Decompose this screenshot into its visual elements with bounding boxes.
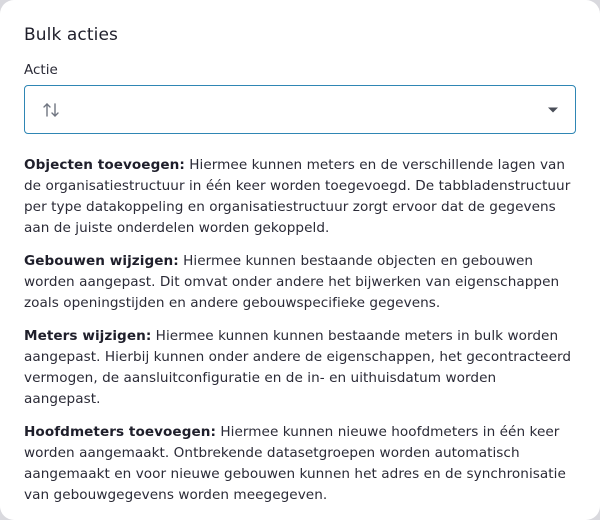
description-text: Hiermee kunnen nieuwe hoofdmeters in één keer worden aangemaakt. Ontbrekende datasetgroepen worden automatisch aangemaakt en voor nieuwe gebouwen kunnen het adres en de synchronisatie van gebouwgegevens worden meegegeven. bbox=[24, 424, 566, 503]
action-descriptions bbox=[24, 155, 576, 506]
description-meters-wijzigen bbox=[24, 326, 576, 410]
description-heading: Meters wijzigen: bbox=[24, 328, 152, 344]
description-text: Hiermee kunnen meters en de verschillende lagen van de organisatiestructuur in één keer worden toegevoegd. De tabbladenstructuur per type datakoppeling en organisatiestructuur zorgt ervoor dat de gegevens aan de juiste onderdelen worden gekoppeld. bbox=[24, 157, 571, 236]
description-heading: Objecten toevoegen: bbox=[24, 157, 185, 173]
dialog-title: Bulk acties bbox=[24, 25, 118, 45]
action-field-label: Actie bbox=[24, 62, 58, 78]
caret-down-icon[interactable] bbox=[541, 98, 565, 122]
description-text: Hiermee kunnen bestaande objecten en gebouwen worden aangepast. Dit omvat onder andere het bijwerken van eigenschappen zoals openingstijden en andere gebouwspecifieke gegevens. bbox=[24, 253, 560, 311]
description-hoofdmeters-toevoegen bbox=[24, 422, 576, 506]
description-heading: Hoofdmeters toevoegen: bbox=[24, 424, 216, 440]
swap-vertical-icon bbox=[41, 100, 61, 120]
description-text: Hiermee kunnen kunnen bestaande meters in bulk worden aangepast. Hierbij kunnen onder andere de eigenschappen, het gecontracteerd vermogen, de aansluitconfiguratie en de in- en uithuisdatum worden aangepast. bbox=[24, 328, 572, 407]
action-select[interactable] bbox=[24, 85, 576, 134]
description-gebouwen-wijzigen bbox=[24, 251, 576, 314]
description-heading: Gebouwen wijzigen: bbox=[24, 253, 179, 269]
description-objecten-toevoegen bbox=[24, 155, 576, 239]
